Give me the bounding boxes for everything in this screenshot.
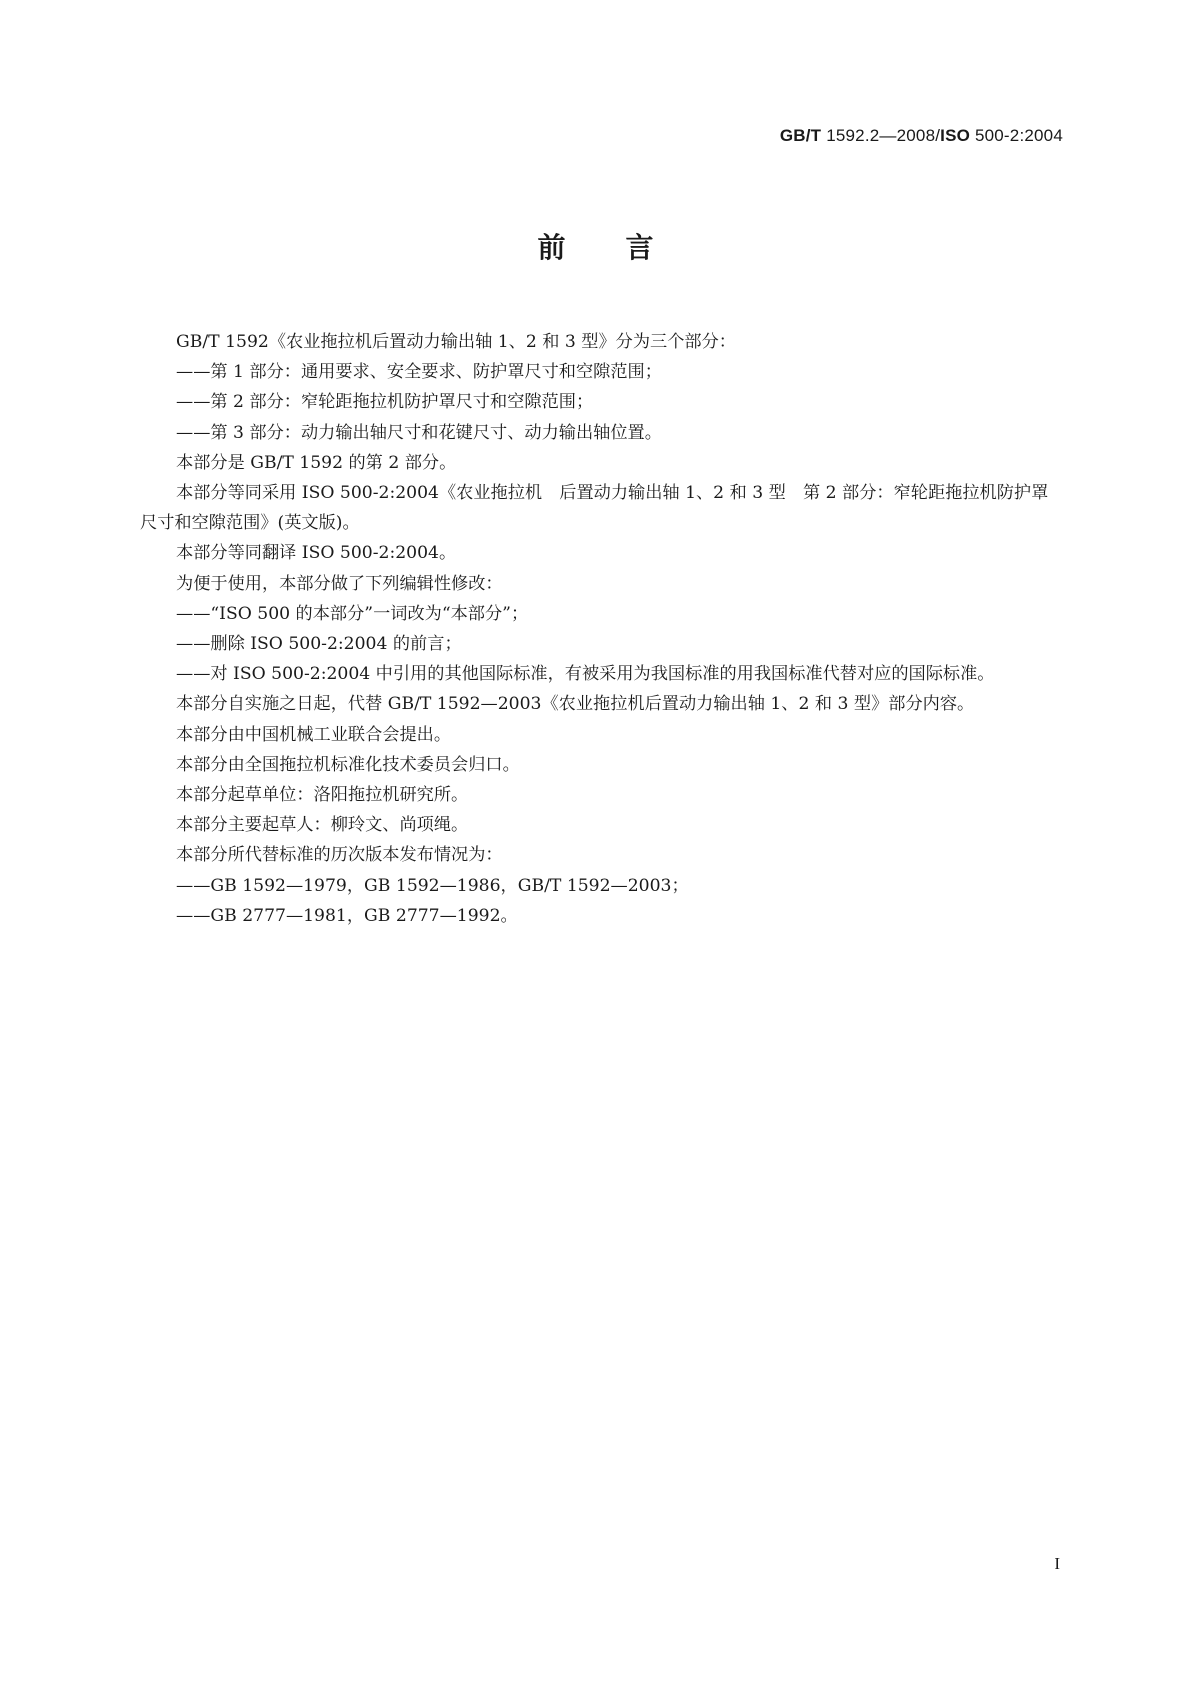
standard-code-number: 1592.2—2008/ bbox=[821, 126, 941, 145]
paragraph: 本部分是 GB/T 1592 的第 2 部分。 bbox=[176, 452, 457, 473]
paragraph: 本部分等同翻译 ISO 500-2:2004。 bbox=[176, 543, 457, 564]
page-title: 前言 bbox=[537, 231, 714, 264]
iso-code-number: 500-2:2004 bbox=[970, 126, 1063, 145]
list-item: ——第 1 部分：通用要求、安全要求、防护罩尺寸和空隙范围； bbox=[176, 362, 662, 383]
standard-code-prefix: GB/T bbox=[779, 126, 822, 145]
paragraph: 本部分由中国机械工业联合会提出。 bbox=[176, 724, 452, 745]
list-item: ——GB 2777—1981，GB 2777—1992。 bbox=[176, 905, 518, 926]
paragraph: 本部分由全国拖拉机标准化技术委员会归口。 bbox=[176, 754, 520, 775]
foreword-body bbox=[140, 327, 1052, 931]
iso-prefix: ISO bbox=[940, 126, 971, 145]
paragraph: 本部分所代替标准的历次版本发布情况为： bbox=[176, 845, 503, 866]
list-item: ——第 3 部分：动力输出轴尺寸和花键尺寸、动力输出轴位置。 bbox=[176, 422, 662, 443]
list-item: ——删除 ISO 500-2:2004 的前言； bbox=[176, 634, 462, 655]
paragraph: 本部分自实施之日起，代替 GB/T 1592—2003《农业拖拉机后置动力输出轴 1、2 和 3 型》部分内容。 bbox=[176, 694, 975, 715]
list-item: ——对 ISO 500-2:2004 中引用的其他国际标准，有被采用为我国标准的用我国标准代替对应的国际标准。 bbox=[176, 664, 995, 685]
list-item: ——“ISO 500 的本部分”一词改为“本部分”； bbox=[176, 603, 529, 624]
paragraph: 为便于使用，本部分做了下列编辑性修改： bbox=[176, 573, 503, 594]
list-item: ——第 2 部分：窄轮距拖拉机防护罩尺寸和空隙范围； bbox=[176, 392, 594, 413]
page-number: I bbox=[1054, 1554, 1060, 1573]
standard-code-header bbox=[780, 126, 1063, 146]
paragraph: 本部分主要起草人：柳玲文、尚项绳。 bbox=[176, 815, 469, 836]
list-item: ——GB 1592—1979，GB 1592—1986，GB/T 1592—2003； bbox=[176, 875, 689, 896]
paragraph: 本部分等同采用 ISO 500-2:2004《农业拖拉机 后置动力输出轴 1、2 和 3 型 第 2 部分：窄轮距拖拉机防护罩尺寸和空隙范围》(英文版)。 bbox=[140, 483, 1049, 534]
paragraph: 本部分起草单位：洛阳拖拉机研究所。 bbox=[176, 785, 469, 806]
paragraph: GB/T 1592《农业拖拉机后置动力输出轴 1、2 和 3 型》分为三个部分： bbox=[176, 332, 736, 352]
